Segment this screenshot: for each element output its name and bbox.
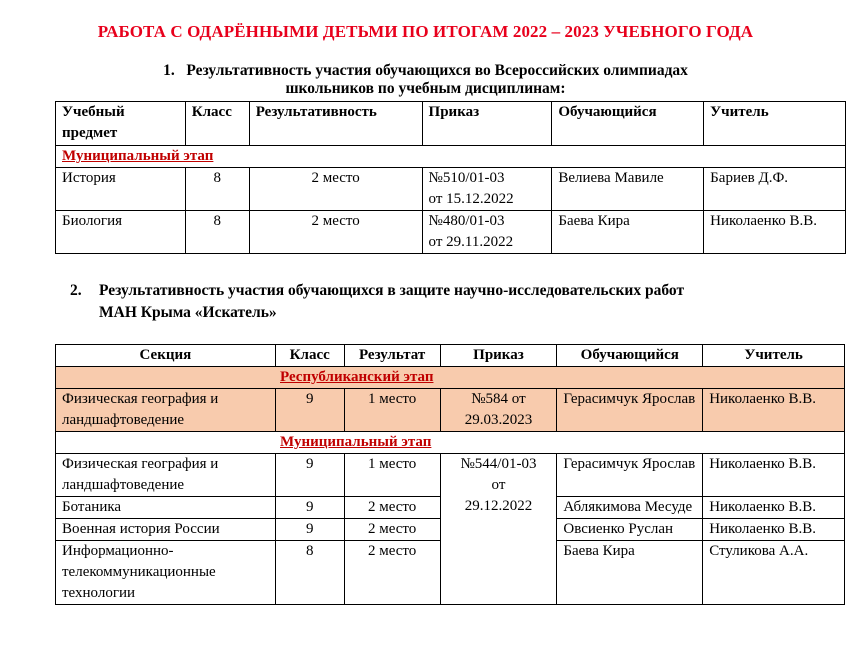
cell-student: Велиева Мавиле	[552, 168, 704, 211]
order-date: 29.12.2022	[464, 498, 533, 514]
section2-heading-line2: МАН Крыма «Искатель»	[99, 304, 277, 321]
table-row	[56, 211, 846, 254]
cell-grade: 9	[275, 389, 344, 432]
col-header-section: Секция	[56, 345, 276, 367]
cell-teacher: Николаенко В.В.	[704, 211, 846, 254]
section2-number: 2.	[70, 282, 82, 299]
col-header-result: Результат	[344, 345, 440, 367]
section2-heading-line1: Результативность участия обучающихся в защите научно-исследовательских работ	[99, 282, 685, 299]
cell-order	[440, 389, 557, 432]
col-header-teacher: Учитель	[703, 345, 845, 367]
order-number: №584 от	[471, 391, 526, 407]
cell-grade: 9	[275, 497, 344, 519]
section2-heading	[70, 280, 830, 324]
cell-result: 2 место	[344, 541, 440, 605]
cell-grade: 8	[275, 541, 344, 605]
stage-row-municipal	[56, 432, 845, 454]
cell-grade: 9	[275, 454, 344, 497]
cell-section: Ботаника	[56, 497, 276, 519]
table-row	[56, 168, 846, 211]
cell-student: Баева Кира	[557, 541, 703, 605]
cell-order-shared	[440, 454, 557, 605]
order-from: от	[491, 477, 506, 493]
man-header-row	[56, 345, 845, 367]
cell-section: Физическая география и ландшафтоведение	[56, 454, 276, 497]
order-number: №544/01-03	[460, 456, 537, 472]
cell-teacher: Николаенко В.В.	[703, 389, 845, 432]
order-number: №480/01-03	[428, 213, 505, 229]
col-header-order: Приказ	[440, 345, 557, 367]
cell-result: 2 место	[344, 497, 440, 519]
section1-heading	[0, 62, 851, 98]
cell-result: 2 место	[344, 519, 440, 541]
table-row	[56, 389, 845, 432]
col-header-grade: Класс	[185, 102, 249, 146]
cell-student: Баева Кира	[552, 211, 704, 254]
stage-row-republic	[56, 367, 845, 389]
cell-section: Информационно-телекоммуникационные технологии	[56, 541, 276, 605]
col-header-order: Приказ	[422, 102, 552, 146]
col-header-student: Обучающийся	[557, 345, 703, 367]
cell-result: 2 место	[249, 211, 422, 254]
section1-heading-line2: школьников по учебным дисциплинам:	[285, 80, 566, 97]
col-header-result: Результативность	[249, 102, 422, 146]
cell-teacher: Николаенко В.В.	[703, 519, 845, 541]
cell-result: 1 место	[344, 389, 440, 432]
stage-label: Республиканский этап	[280, 369, 434, 385]
olympiad-table	[55, 101, 846, 254]
stage-label: Муниципальный этап	[280, 434, 432, 450]
cell-teacher: Николаенко В.В.	[703, 454, 845, 497]
section1-number: 1.	[163, 62, 175, 79]
olympiad-header-row	[56, 102, 846, 146]
cell-grade: 9	[275, 519, 344, 541]
cell-order	[422, 211, 552, 254]
section1-heading-line1: Результативность участия обучающихся во Всероссийских олимпиадах	[186, 62, 688, 79]
cell-student: Аблякимова Месуде	[557, 497, 703, 519]
cell-student: Герасимчук Ярослав	[557, 454, 703, 497]
cell-student: Овсиенко Руслан	[557, 519, 703, 541]
cell-section: Физическая география и ландшафтоведение	[56, 389, 276, 432]
cell-result: 2 место	[249, 168, 422, 211]
cell-subject: Биология	[56, 211, 186, 254]
order-date: 29.03.2023	[464, 412, 533, 428]
cell-teacher: Стуликова А.А.	[703, 541, 845, 605]
cell-order	[422, 168, 552, 211]
cell-subject: История	[56, 168, 186, 211]
stage-row-municipal	[56, 146, 846, 168]
cell-grade: 8	[185, 211, 249, 254]
cell-grade: 8	[185, 168, 249, 211]
order-date: от 15.12.2022	[428, 191, 514, 207]
table-row	[56, 454, 845, 497]
col-header-teacher: Учитель	[704, 102, 846, 146]
order-number: №510/01-03	[428, 170, 505, 186]
cell-result: 1 место	[344, 454, 440, 497]
page-title: РАБОТА С ОДАРЁННЫМИ ДЕТЬМИ ПО ИТОГАМ 2022 – 2023 УЧЕБНОГО ГОДА	[97, 22, 754, 41]
man-research-table	[55, 344, 845, 605]
col-header-student: Обучающийся	[552, 102, 704, 146]
cell-section: Военная история России	[56, 519, 276, 541]
stage-label: Муниципальный этап	[62, 148, 214, 164]
order-date: от 29.11.2022	[428, 234, 514, 250]
cell-teacher: Бариев Д.Ф.	[704, 168, 846, 211]
cell-teacher: Николаенко В.В.	[703, 497, 845, 519]
cell-student: Герасимчук Ярослав	[557, 389, 703, 432]
col-header-subject: Учебный предмет	[56, 102, 186, 146]
col-header-grade: Класс	[275, 345, 344, 367]
